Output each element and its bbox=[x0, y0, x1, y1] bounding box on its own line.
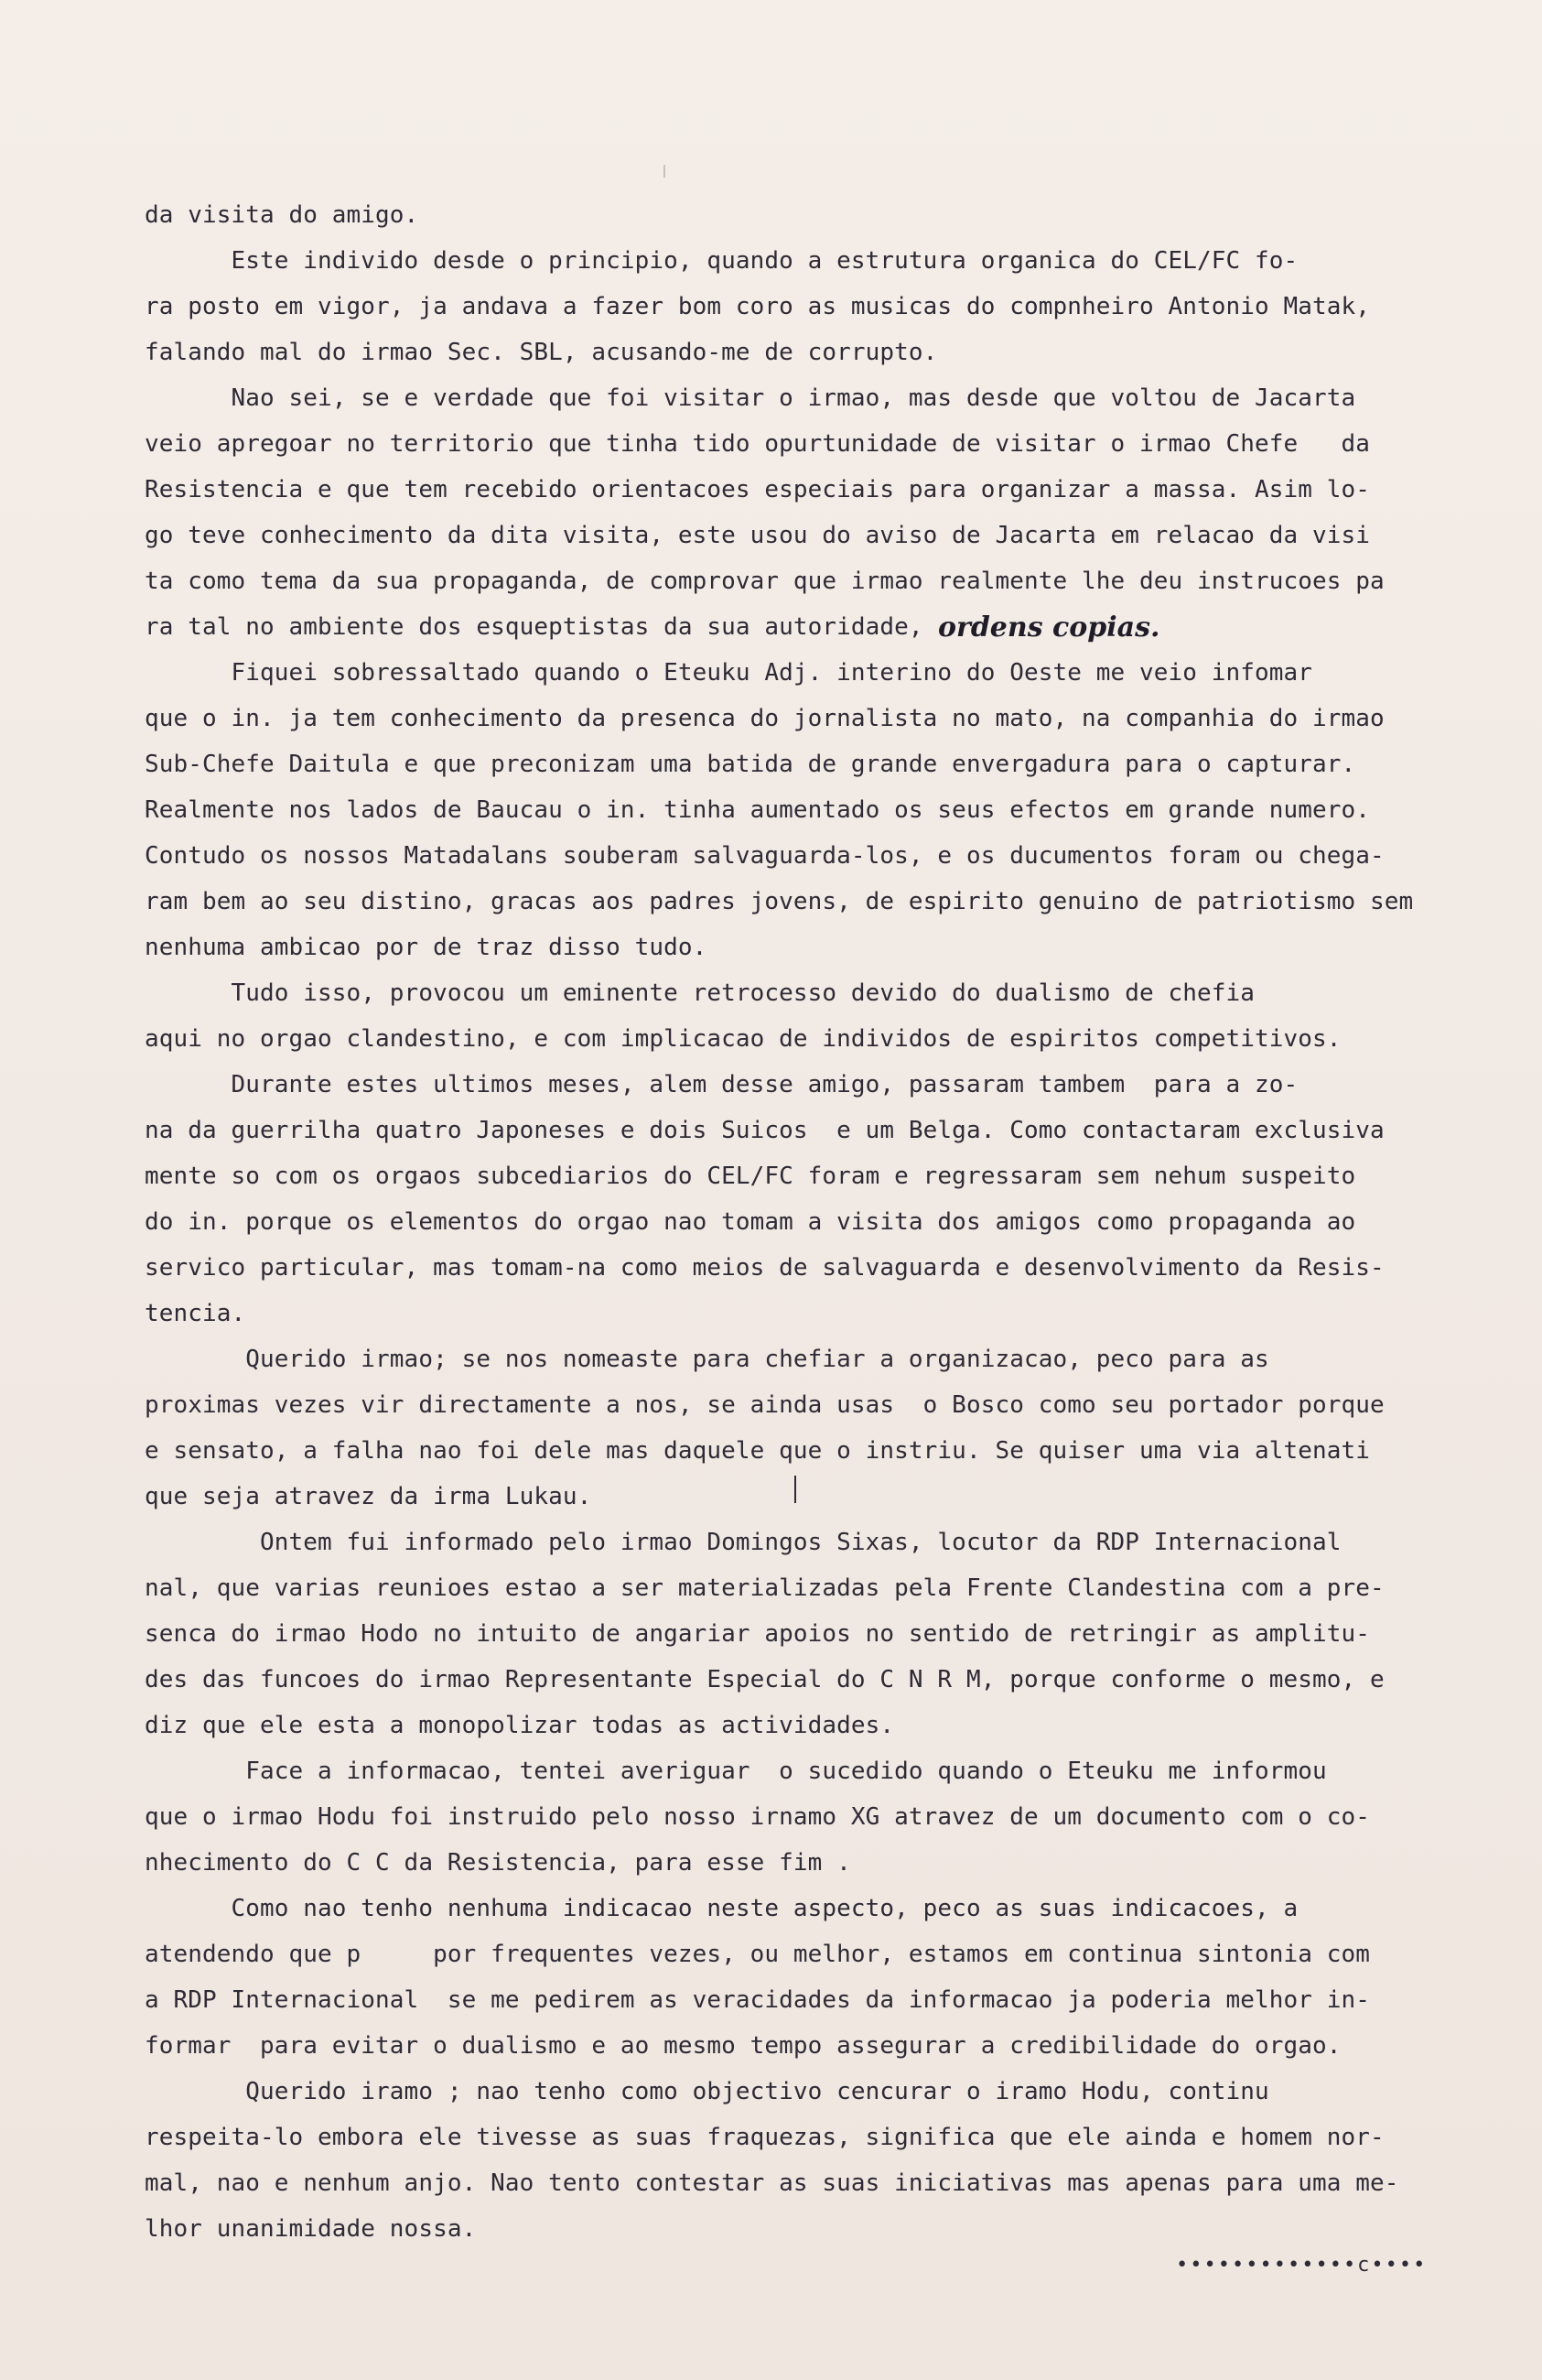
text-line: nenhuma ambicao por de traz disso tudo. bbox=[145, 934, 707, 961]
text-line: que o irmao Hodu foi instruido pelo nosso irnamo XG atravez de um documento com o co- bbox=[145, 1803, 1371, 1831]
typed-letter-body bbox=[145, 192, 1462, 2252]
text-line: Este individo desde o principio, quando a estrutura organica do CEL/FC fo- bbox=[145, 247, 1299, 275]
text-line: Resistencia e que tem recebido orientacoes especiais para organizar a massa. Asim lo- bbox=[145, 476, 1371, 503]
text-line: ra tal no ambiente dos esqueptistas da sua autoridade, bbox=[145, 613, 923, 641]
text-line: a RDP Internacional se me pedirem as veracidades da informacao ja poderia melhor in- bbox=[145, 1986, 1371, 2014]
text-line: Nao sei, se e verdade que foi visitar o irmao, mas desde que voltou de Jacarta bbox=[145, 384, 1356, 412]
text-line: lhor unanimidade nossa. bbox=[145, 2215, 477, 2243]
text-line: veio apregoar no territorio que tinha tido opurtunidade de visitar o irmao Chefe da bbox=[145, 430, 1371, 458]
text-line: ram bem ao seu distino, gracas aos padres jovens, de espirito genuino de patriotismo sem bbox=[145, 888, 1414, 915]
text-line: respeita-lo embora ele tivesse as suas fraquezas, significa que ele ainda e homem nor- bbox=[145, 2124, 1385, 2151]
text-line: mal, nao e nenhum anjo. Nao tento contestar as suas iniciativas mas apenas para uma me- bbox=[145, 2169, 1399, 2197]
text-line: servico particular, mas tomam-na como meios de salvaguarda e desenvolvimento da Resis- bbox=[145, 1254, 1385, 1282]
text-line: que o in. ja tem conhecimento da presenca do jornalista no mato, na companhia do irmao bbox=[145, 705, 1385, 732]
text-line: Como nao tenho nenhuma indicacao neste aspecto, peco as suas indicacoes, a bbox=[145, 1895, 1299, 1922]
text-line: aqui no orgao clandestino, e com implicacao de individos de espiritos competitivos. bbox=[145, 1025, 1342, 1053]
text-line: proximas vezes vir directamente a nos, se ainda usas o Bosco como seu portador porque bbox=[145, 1391, 1385, 1419]
text-line: Fiquei sobressaltado quando o Eteuku Adj. interino do Oeste me veio infomar bbox=[145, 659, 1313, 687]
text-line: senca do irmao Hodo no intuito de angariar apoios no sentido de retringir as amplitu- bbox=[145, 1620, 1371, 1648]
footer-continuation-dots: •••••••••••••c•••• bbox=[1176, 2254, 1428, 2277]
handwritten-annotation: ordens copias. bbox=[938, 611, 1160, 644]
text-line: Durante estes ultimos meses, alem desse amigo, passaram tambem para a zo- bbox=[145, 1071, 1299, 1098]
text-line: nhecimento do C C da Resistencia, para esse fim . bbox=[145, 1849, 851, 1877]
text-line: Querido irmao; se nos nomeaste para chefiar a organizacao, peco para as bbox=[145, 1346, 1269, 1373]
text-line: Sub-Chefe Daitula e que preconizam uma batida de grande envergadura para o capturar. bbox=[145, 751, 1356, 778]
text-line: Querido iramo ; nao tenho como objectivo cencurar o iramo Hodu, continu bbox=[145, 2078, 1269, 2105]
text-line: Realmente nos lados de Baucau o in. tinha aumentado os seus efectos em grande numero. bbox=[145, 796, 1371, 824]
text-line: diz que ele esta a monopolizar todas as actividades. bbox=[145, 1712, 895, 1739]
text-line: atendendo que p por frequentes vezes, ou melhor, estamos em continua sintonia com bbox=[145, 1941, 1371, 1968]
text-line: falando mal do irmao Sec. SBL, acusando-me de corrupto. bbox=[145, 339, 938, 366]
margin-tick-mark bbox=[663, 165, 665, 178]
text-line: do in. porque os elementos do orgao nao tomam a visita dos amigos como propaganda ao bbox=[145, 1208, 1356, 1236]
text-line: Contudo os nossos Matadalans souberam salvaguarda-los, e os ducumentos foram ou chega- bbox=[145, 842, 1385, 870]
text-line: nal, que varias reunioes estao a ser materializadas pela Frente Clandestina com a pre- bbox=[145, 1574, 1385, 1602]
text-line: da visita do amigo. bbox=[145, 201, 419, 229]
text-line: des das funcoes do irmao Representante Especial do C N R M, porque conforme o mesmo, e bbox=[145, 1666, 1385, 1693]
text-line: na da guerrilha quatro Japoneses e dois Suicos e um Belga. Como contactaram exclusiva bbox=[145, 1117, 1385, 1144]
text-line: ta como tema da sua propaganda, de comprovar que irmao realmente lhe deu instrucoes pa bbox=[145, 568, 1385, 595]
text-line: ra posto em vigor, ja andava a fazer bom coro as musicas do compnheiro Antonio Matak, bbox=[145, 293, 1371, 320]
text-line: mente so com os orgaos subcediarios do CEL/FC foram e regressaram sem nehum suspeito bbox=[145, 1163, 1356, 1190]
text-line: go teve conhecimento da dita visita, este usou do aviso de Jacarta em relacao da visi bbox=[145, 522, 1371, 549]
text-line: Face a informacao, tentei averiguar o sucedido quando o Eteuku me informou bbox=[145, 1758, 1327, 1785]
text-line: e sensato, a falha nao foi dele mas daquele que o instriu. Se quiser uma via altenati bbox=[145, 1437, 1371, 1465]
text-line: formar para evitar o dualismo e ao mesmo tempo assegurar a credibilidade do orgao. bbox=[145, 2032, 1342, 2060]
text-line: Tudo isso, provocou um eminente retrocesso devido do dualismo de chefia bbox=[145, 979, 1256, 1007]
text-line: tencia. bbox=[145, 1300, 246, 1327]
text-line: Ontem fui informado pelo irmao Domingos Sixas, locutor da RDP Internacional bbox=[145, 1529, 1342, 1556]
text-line: que seja atravez da irma Lukau. bbox=[145, 1483, 592, 1510]
margin-tick-mark bbox=[794, 1476, 796, 1503]
